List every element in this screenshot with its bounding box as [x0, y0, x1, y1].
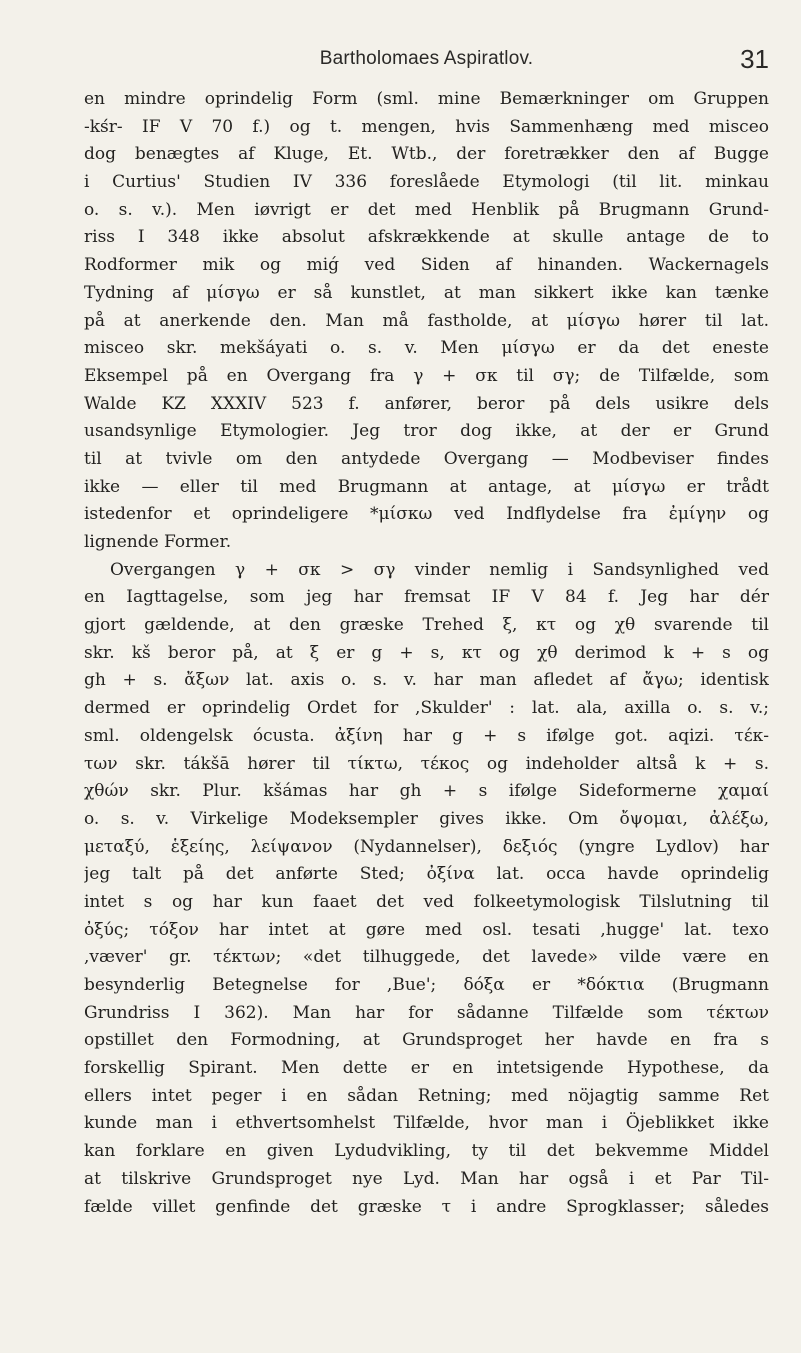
text-line: besynderlig Betegnelse for ,Bue'; δόξα er *δόκτια (Brugmann [84, 975, 769, 995]
text-line: dermed er oprindelig Ordet for ,Skulder' : lat. ala, axilla o. s. v.; [84, 698, 769, 719]
text-line: o. s. v. Virkelige Modeksempler gives ikke. Om ὄψομαι, ἀλέξω, [84, 808, 769, 829]
text-line: til at tvivle om den antydede Overgang — Modbeviser findes [84, 448, 769, 469]
text-line: intet s og har kun faaet det ved folkeetymologisk Tilslutning til [84, 891, 769, 912]
text-line: Tydning af μίσγω er så kunstlet, at man sikkert ikke kan tænke [84, 282, 769, 303]
text-line: χθών skr. Plur. kšámas har gh + s ifølge Sideformerne χαμαί [84, 781, 769, 802]
text-line: gh + s. ἄξων lat. axis o. s. v. har man afledet af ἄγω; identisk [84, 670, 769, 691]
text-line: Grundriss I 362). Man har for sådanne Tilfælde som τέκτων [84, 1002, 769, 1023]
text-line: usandsynlige Etymologier. Jeg tror dog ikke, at der er Grund [84, 421, 769, 442]
text-line: των skr. tákšā hører til τίκτω, τέκος og indeholder altså k + s. [84, 753, 769, 774]
text-line: lignende Former. [84, 532, 232, 552]
text-line: gjort gældende, at den græske Trehed ξ, κτ og χθ svarende til [84, 615, 769, 636]
text-line: fælde villet genfinde det græske τ i andre Sprogklasser; således [84, 1196, 769, 1217]
text-line: forskellig Spirant. Men dette er en intetsigende Hypothese, da [84, 1058, 769, 1079]
text-line: Eksempel på en Overgang fra γ + σκ til σγ; de Tilfælde, som [84, 365, 769, 386]
text-line: dog benægtes af Kluge, Et. Wtb., der foretrækker den af Bugge [84, 144, 769, 165]
text-line: istedenfor et oprindeligere *μίσκω ved Indflydelse fra ἐμίγην og [84, 504, 769, 525]
text-line: Overgangen γ + σκ > σγ vinder nemlig i Sandsynlighed ved [110, 559, 769, 580]
text-line: Walde KZ XXXIV 523 f. anfører, beror på dels usikre dels [84, 393, 769, 414]
text-line: en Iagttagelse, som jeg har fremsat IF V 84 f. Jeg har dér [84, 587, 769, 608]
text-line: misceo skr. mekšáyati o. s. v. Men μίσγω er da det eneste [84, 338, 769, 359]
text-line: riss I 348 ikke absolut afskrækkende at skulle antage de to [84, 227, 769, 248]
text-line: ,væver' gr. τέκτων; «det tilhuggede, det lavede» vilde være en [84, 947, 769, 968]
text-line: Rodformer mik og miǵ ved Siden af hinanden. Wackernagels [84, 255, 769, 276]
text-line: ellers intet peger i en sådan Retning; med nöjagtig samme Ret [84, 1085, 769, 1106]
text-line: jeg talt på det anførte Sted; ὀξίνα lat. occa havde oprindelig [84, 864, 769, 885]
text-line: opstillet den Formodning, at Grundsproget her havde en fra s [84, 1030, 769, 1051]
text-line: på at anerkende den. Man må fastholde, at μίσγω hører til lat. [84, 310, 769, 331]
text-line: at tilskrive Grundsproget nye Lyd. Man har også i et Par Til- [84, 1168, 769, 1189]
body-text [84, 86, 769, 1221]
text-line: kan forklare en given Lydudvikling, ty til det bekvemme Middel [84, 1141, 769, 1162]
text-line: kunde man i ethvertsomhelst Tilfælde, hvor man i Öjeblikket ikke [84, 1113, 769, 1134]
text-line: o. s. v.). Men iøvrigt er det med Henblik på Brugmann Grund- [84, 199, 769, 220]
text-line: μεταξύ, ἑξείης, λείψανον (Nydannelser), δεξιός (yngre Lydlov) har [84, 836, 769, 857]
text-line: ὀξύς; τόξον har intet at gøre med osl. tesati ,hugge' lat. texo [84, 919, 769, 940]
text-line: ikke — eller til med Brugmann at antage, at μίσγω er trådt [84, 476, 769, 497]
text-line: i Curtius' Studien IV 336 foreslåede Etymologi (til lit. minkau [84, 172, 769, 193]
running-title: Bartholomaes Aspiratlov. [319, 48, 534, 69]
running-head [84, 44, 769, 78]
page-number: 31 [740, 44, 769, 74]
text-line: skr. kš beror på, at ξ er g + s, κτ og χθ derimod k + s og [84, 642, 769, 663]
text-line: en mindre oprindelig Form (sml. mine Bemærkninger om Gruppen [84, 89, 769, 109]
text-line: -kśr- IF V 70 f.) og t. mengen, hvis Sammenhæng med misceo [84, 116, 769, 137]
text-line: sml. oldengelsk ócusta. ἀξίνη har g + s ifølge got. aqizi. τέκ- [84, 725, 769, 746]
